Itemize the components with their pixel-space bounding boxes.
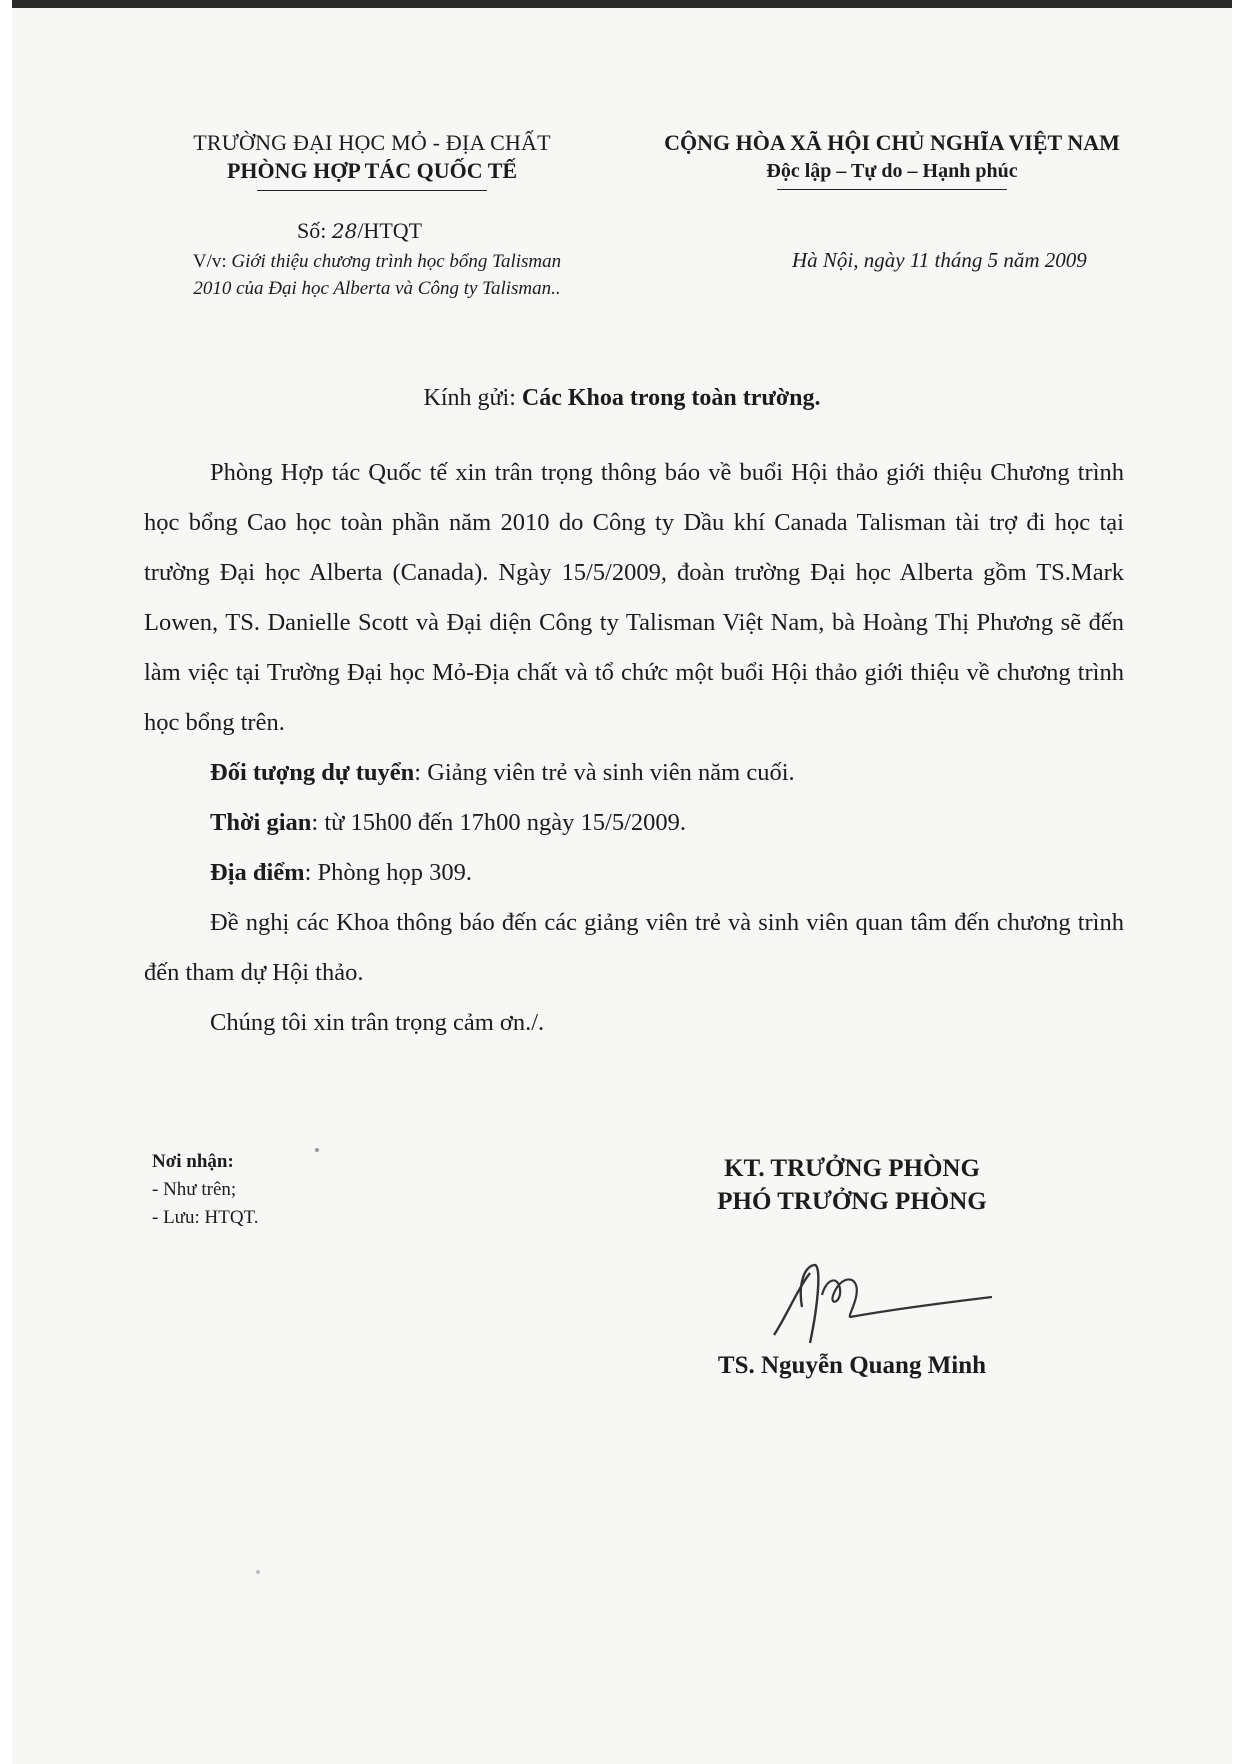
location-label: Địa điểm xyxy=(210,859,305,886)
location-value: : Phòng họp 309. xyxy=(304,859,473,886)
issuing-office-header xyxy=(142,130,602,191)
salutation-recipient: Các Khoa trong toàn trường. xyxy=(521,385,821,411)
subject-text: Giới thiệu chương trình học bổng Talisman 2010 của Đại học Alberta và Công ty Talisman.. xyxy=(193,251,562,299)
national-header xyxy=(612,130,1172,190)
scan-top-edge xyxy=(12,0,1232,8)
signer-name: TS. Nguyễn Quang Minh xyxy=(717,1352,987,1379)
candidates-label: Đối tượng dự tuyển xyxy=(210,759,415,786)
doc-number-suffix: /HTQT xyxy=(357,218,423,243)
body-paragraph-1: Phòng Hợp tác Quốc tế xin trân trọng thông báo về buổi Hội thảo giới thiệu Chương trình học bổng Cao học toàn phần năm 2010 do Công ty Dầu khí Canada Talisman tài trợ đi học tại trường Đại học Alberta (Canada). Ngày 15/5/2009, đoàn trường Đại học Alberta gồm TS.Mark Lowen, TS. Danielle Scott và Đại diện Công ty Talisman Việt Nam, bà Hoàng Thị Phương sẽ đến làm việc tại Trường Đại học Mỏ-Địa chất và tổ chức một buổi Hội thảo giới thiệu về chương trình học bổng trên. xyxy=(144,459,1124,736)
letter-page xyxy=(12,0,1232,1764)
recipients-title: Nơi nhận: xyxy=(152,1151,234,1172)
country-name: CỘNG HÒA XÃ HỘI CHỦ NGHĨA VIỆT NAM xyxy=(664,130,1120,155)
recipient-item: - Lưu: HTQT. xyxy=(152,1207,259,1228)
closing-line: Chúng tôi xin trân trọng cảm ơn./. xyxy=(210,1009,545,1036)
header-left-underline xyxy=(257,190,487,191)
signature-title-line-1: KT. TRƯỞNG PHÒNG xyxy=(724,1155,980,1182)
time-line xyxy=(144,798,1124,848)
salutation-label: Kính gửi: xyxy=(423,385,516,411)
document-number xyxy=(297,218,422,244)
university-name: TRƯỜNG ĐẠI HỌC MỎ - ĐỊA CHẤT xyxy=(193,130,551,155)
subject-line xyxy=(177,248,577,302)
candidates-value: : Giảng viên trẻ và sinh viên năm cuối. xyxy=(414,759,795,786)
body-paragraph-2: Đề nghị các Khoa thông báo đến các giảng viên trẻ và sinh viên quan tâm đến chương trình đến tham dự Hội thảo. xyxy=(144,909,1124,986)
location-line xyxy=(144,848,1124,898)
recipients-block xyxy=(152,1148,259,1232)
place-date: Hà Nội, ngày 11 tháng 5 năm 2009 xyxy=(792,248,1087,272)
department-name: PHÒNG HỢP TÁC QUỐC TẾ xyxy=(226,158,518,183)
handwritten-signature xyxy=(752,1245,1022,1365)
signature-title-line-2: PHÓ TRƯỞNG PHÒNG xyxy=(717,1188,987,1215)
signature-title-block xyxy=(652,1152,1052,1218)
doc-number-value: 28 xyxy=(331,219,358,243)
scan-speck xyxy=(256,1570,260,1574)
scan-speck xyxy=(315,1148,319,1152)
candidates-line xyxy=(144,748,1124,798)
salutation xyxy=(12,385,1232,412)
header-right-underline xyxy=(777,189,1007,190)
letter-body xyxy=(144,448,1124,1048)
subject-prefix: V/v: xyxy=(192,251,227,272)
time-label: Thời gian xyxy=(210,809,312,836)
doc-number-prefix: Số: xyxy=(297,218,327,243)
recipient-item: - Như trên; xyxy=(152,1179,237,1200)
national-motto: Độc lập – Tự do – Hạnh phúc xyxy=(766,160,1018,182)
time-value: : từ 15h00 đến 17h00 ngày 15/5/2009. xyxy=(311,809,687,836)
